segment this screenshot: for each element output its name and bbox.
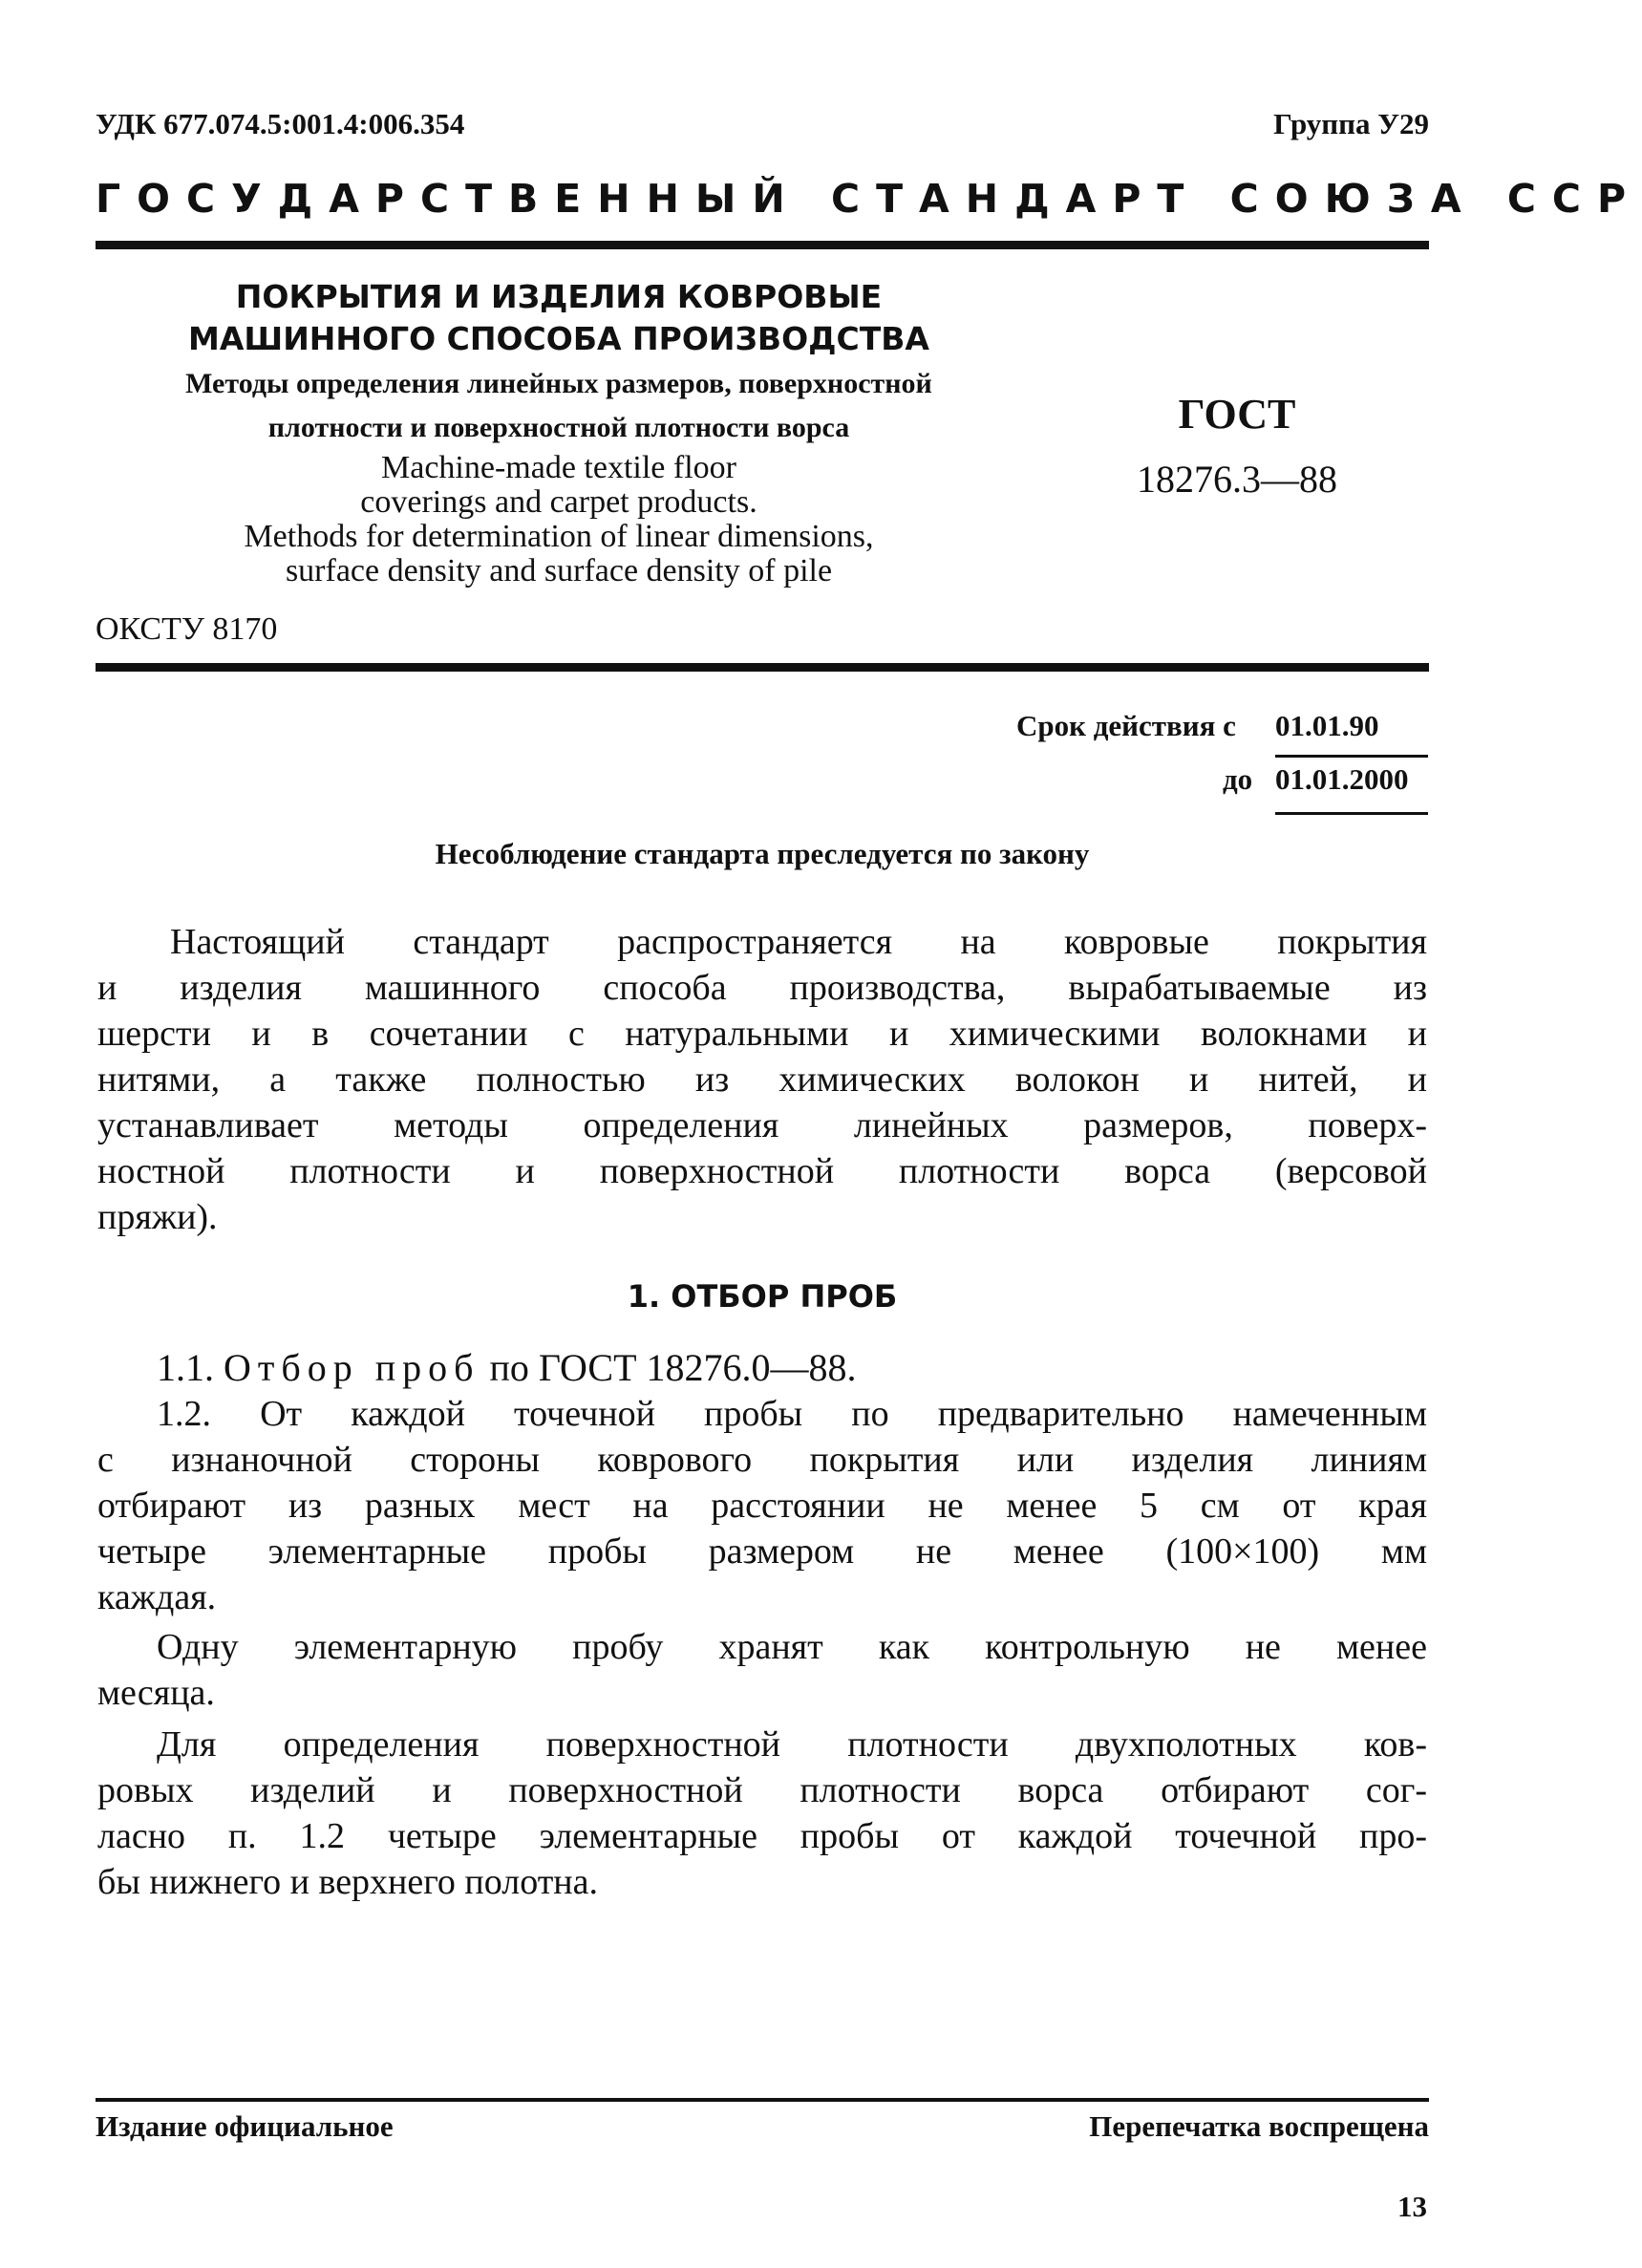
state-standard-heading: ГОСУДАРСТВЕННЫЙ СТАНДАРТ СОЮЗА ССР [96, 176, 1642, 222]
intro-line: шерсти и в сочетании с натуральными и химическими волокнами и [97, 1014, 1427, 1054]
footer-rule [96, 2098, 1429, 2102]
paragraph-line: месяца. [97, 1673, 215, 1713]
validity-to-prefix: до [1223, 762, 1253, 796]
validity-date-underline [1275, 812, 1428, 815]
subtitle-ru-line2: плотности и поверхностной плотности ворса [267, 412, 850, 443]
paragraph-1-1 [157, 1345, 857, 1390]
title-bottom-rule [96, 663, 1429, 672]
title-ru-line2: МАШИННОГО СПОСОБА ПРОИЗВОДСТВА [188, 320, 929, 357]
title-ru-line1: ПОКРЫТИЯ И ИЗДЕЛИЯ КОВРОВЫЕ [235, 278, 883, 315]
footer-edition: Издание официальное [96, 2109, 394, 2143]
paragraph-1-2-c [97, 1722, 1427, 1905]
paragraph-1-2-line: каждая. [97, 1577, 217, 1617]
footer-reprint: Перепечатка воспрещена [1089, 2109, 1429, 2143]
validity-from-date: 01.01.90 [1275, 709, 1379, 742]
top-rule [96, 241, 1429, 249]
validity-from-prefix: с [1223, 709, 1236, 742]
paragraph-1-2-line: отбирают из разных мест на расстоянии не менее 5 см от края [97, 1486, 1427, 1526]
gost-label: ГОСТ [1178, 391, 1296, 438]
paragraph-line: ласно п. 1.2 четыре элементарные пробы от каждой точечной про- [97, 1816, 1427, 1856]
notice-text: Несоблюдение стандарта преследуется по закону [435, 837, 1090, 870]
intro-line: устанавливает методы определения линейных размеров, поверх- [97, 1105, 1427, 1145]
page-number: 13 [1397, 2190, 1427, 2223]
validity-label [1016, 709, 1236, 743]
subtitle-ru-line1: Методы определения линейных размеров, поверхностной [185, 368, 932, 399]
title-en-line2: coverings and carpet products. [360, 484, 757, 520]
title-en-line1: Machine-made textile floor [381, 450, 736, 485]
intro-paragraph [97, 919, 1427, 1240]
gost-number: 18276.3—88 [1137, 458, 1337, 501]
section1-heading: 1. ОТБОР ПРОБ [627, 1278, 898, 1315]
intro-line: ностной плотности и поверхностной плотности ворса (версовой [97, 1151, 1427, 1191]
validity-label-text: Срок действия [1016, 709, 1216, 742]
paragraph-line: бы нижнего и верхнего полотна. [97, 1862, 599, 1902]
paragraph-1-1-reference: по ГОСТ 18276.0—88. [489, 1346, 857, 1389]
udk-code: УДК 677.074.5:001.4:006.354 [96, 107, 465, 140]
paragraph-1-2-b [97, 1624, 1427, 1716]
validity-date-overline [1275, 755, 1428, 758]
intro-line: нитями, а также полностью из химических волокон и нитей, и [97, 1059, 1427, 1100]
intro-line: пряжи). [97, 1197, 218, 1237]
paragraph-1-2-line: 1.2. От каждой точечной пробы по предварительно намеченным [157, 1394, 1427, 1434]
intro-line: и изделия машинного способа производства, вырабатываемые из [97, 968, 1427, 1008]
paragraph-1-2-line: с изнаночной стороны коврового покрытия или изделия линиям [97, 1440, 1427, 1480]
okstu-code: ОКСТУ 8170 [96, 611, 278, 647]
title-en-line4: surface density and surface density of pile [285, 553, 833, 588]
validity-to-date: 01.01.2000 [1275, 762, 1409, 796]
paragraph-line: Для определения поверхностной плотности двухполотных ков- [157, 1724, 1427, 1765]
group-code: Группа У29 [1273, 107, 1429, 140]
paragraph-1-2-line: четыре элементарные пробы размером не менее (100×100) мм [97, 1531, 1427, 1572]
paragraph-line: Одну элементарную пробу хранят как контрольную не менее [157, 1627, 1427, 1667]
paragraph-1-1-spaced: Отбор проб [224, 1346, 480, 1389]
paragraph-1-1-number: 1.1. [157, 1346, 214, 1389]
intro-line: Настоящий стандарт распространяется на ковровые покрытия [170, 922, 1427, 962]
title-en-line3: Methods for determination of linear dimensions, [244, 519, 874, 554]
paragraph-line: ровых изделий и поверхностной плотности ворса отбирают сог- [97, 1770, 1427, 1810]
paragraph-1-2 [97, 1391, 1427, 1620]
